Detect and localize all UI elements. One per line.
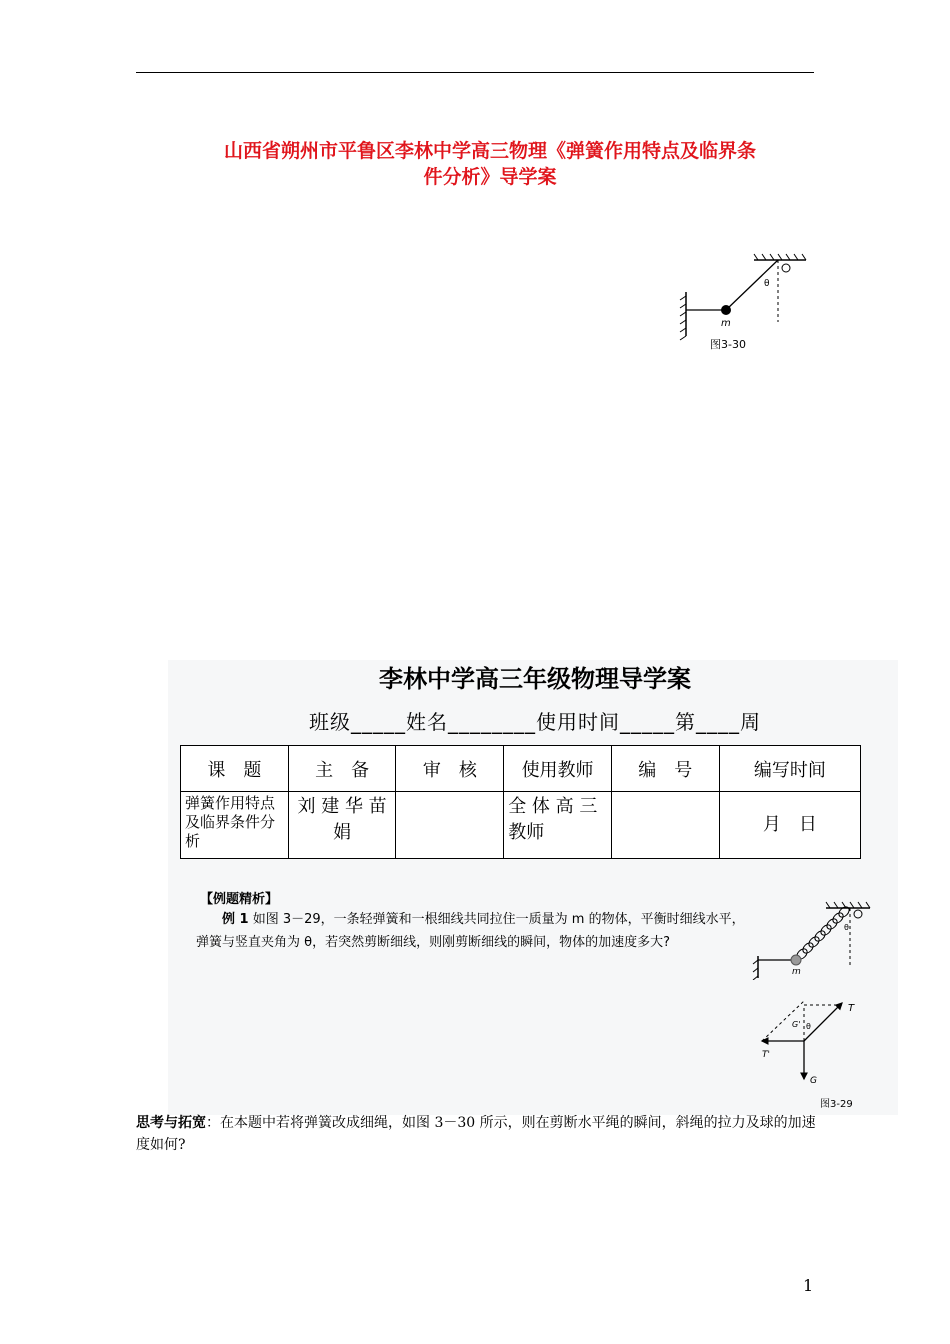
angle-label: θ	[844, 923, 849, 932]
document-title	[150, 138, 830, 190]
header-rule	[136, 72, 814, 73]
mass-ball	[791, 955, 801, 965]
page-number: 1	[803, 1276, 814, 1295]
tension-prime-label: T'	[762, 1050, 770, 1060]
document-title-line-1: 山西省朔州市平鲁区李林中学高三物理《弹簧作用特点及临界条	[223, 140, 756, 162]
cell-date: 月 日	[719, 792, 860, 859]
cell-review	[396, 792, 504, 859]
figure-3-30	[676, 250, 836, 360]
cell-lead: 刘 建 华 苗娟	[288, 792, 396, 859]
cell-number	[611, 792, 719, 859]
header-number: 编 号	[611, 746, 719, 792]
document-title-line-2: 件分析》导学案	[423, 166, 557, 188]
think-text: ：在本题中若将弹簧改成细绳，如图 3－30 所示，则在剪断水平绳的瞬间，斜绳的拉力及球的加速度如何?	[136, 1115, 816, 1153]
table-row	[181, 792, 861, 859]
header-teacher: 使用教师	[504, 746, 612, 792]
cell-topic: 弹簧作用特点及临界条件分析	[181, 792, 289, 859]
figure-caption: 图3-30	[710, 338, 746, 351]
tension-label: T	[848, 1003, 855, 1014]
table-header-row	[181, 746, 861, 792]
mass-label: m	[792, 967, 801, 977]
cell-teacher: 全 体 高 三教师	[504, 792, 612, 859]
header-review: 审 核	[396, 746, 504, 792]
figure-caption: 图3-29	[820, 1099, 853, 1110]
figure-3-29-forces	[748, 995, 873, 1115]
example-text: 如图 3－29，一条轻弹簧和一根细线共同拉住一质量为 m 的物体，平衡时细线水平，弹簧与竖直夹角为 θ，若突然剪断细线，则刚剪断细线的瞬间，物体的加速度多大?	[196, 912, 745, 950]
think-label: 思考与拓宽	[136, 1115, 206, 1131]
mass-ball	[721, 305, 731, 315]
info-table	[180, 745, 861, 859]
example-label: 例 1	[222, 912, 249, 927]
worksheet-title: 李林中学高三年级物理导学案	[379, 665, 691, 693]
example-problem	[196, 908, 756, 954]
header-date: 编写时间	[719, 746, 860, 792]
gravity-prime-label: G'	[792, 1020, 801, 1029]
mass-label: m	[721, 318, 731, 329]
angle-label: θ	[806, 1022, 811, 1031]
header-lead: 主 备	[288, 746, 396, 792]
worksheet-meta: 班级_____姓名________使用时间_____第____周	[309, 710, 761, 734]
figure-3-29-spring	[752, 900, 872, 980]
example-heading: 【例题精析】	[200, 892, 279, 907]
angle-label: θ	[764, 279, 770, 289]
header-topic: 课 题	[181, 746, 289, 792]
gravity-label: G	[810, 1076, 817, 1086]
think-and-extend	[136, 1112, 826, 1156]
